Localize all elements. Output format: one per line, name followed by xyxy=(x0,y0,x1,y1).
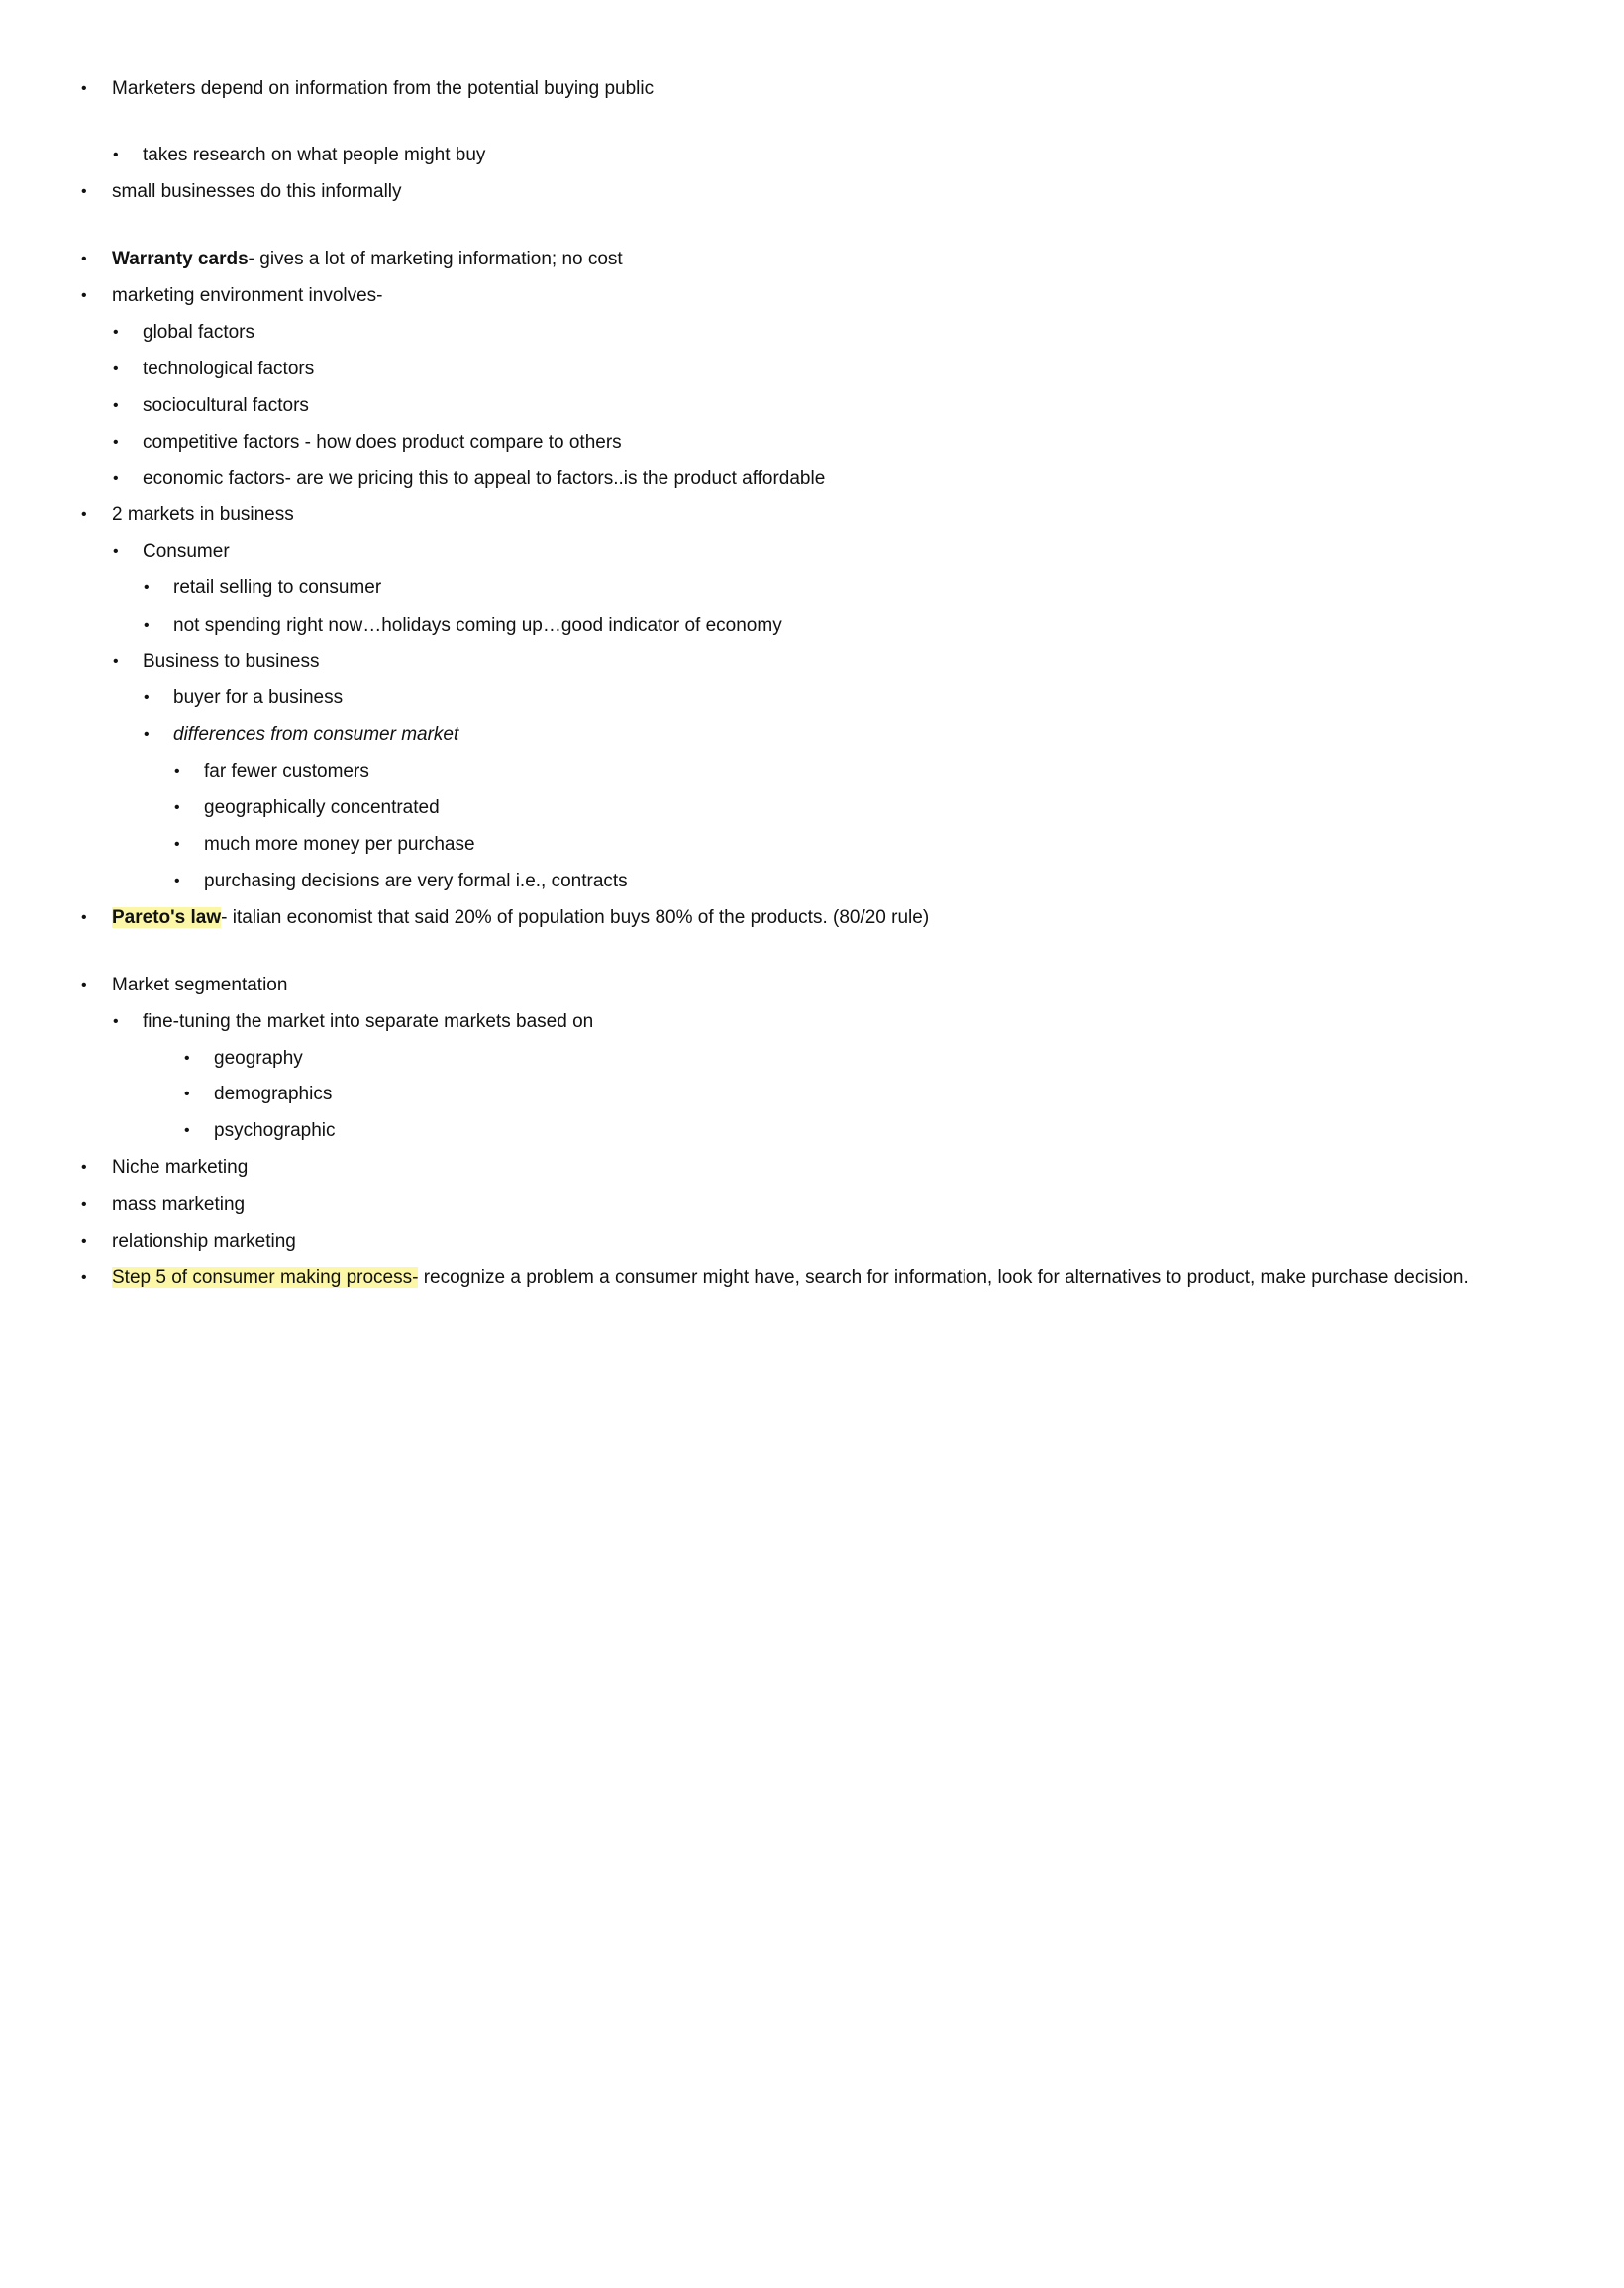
list-item-text: sociocultural factors xyxy=(143,395,309,416)
bullet: • xyxy=(81,80,87,97)
list-item-text: demographics xyxy=(214,1084,333,1104)
list-item-text: Consumer xyxy=(143,541,230,562)
list-item-text: not spending right now…holidays coming up…good indicator of economy xyxy=(173,615,782,636)
list-item-text: Market segmentation xyxy=(112,975,288,995)
list-item-text xyxy=(112,248,623,271)
list-item-text xyxy=(112,906,929,930)
bullet: • xyxy=(113,324,119,341)
bullet: • xyxy=(174,873,180,889)
bullet: • xyxy=(174,763,180,780)
bullet: • xyxy=(174,799,180,816)
bullet: • xyxy=(81,251,87,267)
list-item-text: fine-tuning the market into separate markets based on xyxy=(143,1011,594,1032)
term-step-5: Step 5 of consumer making process- xyxy=(112,1267,419,1288)
list-item-text: Business to business xyxy=(143,651,320,672)
list-item-text: takes research on what people might buy xyxy=(143,145,486,165)
bullet: • xyxy=(144,579,150,596)
bullet: • xyxy=(113,361,119,377)
list-item-text: small businesses do this informally xyxy=(112,181,402,202)
bullet: • xyxy=(81,977,87,993)
bullet: • xyxy=(113,543,119,560)
bullet: • xyxy=(81,1233,87,1250)
list-item-text: mass marketing xyxy=(112,1195,246,1215)
list-item-text: much more money per purchase xyxy=(204,834,475,855)
bullet: • xyxy=(113,470,119,487)
bullet: • xyxy=(144,689,150,706)
list-item-text: technological factors xyxy=(143,359,315,379)
bullet: • xyxy=(113,1013,119,1030)
list-item-text: marketing environment involves- xyxy=(112,285,383,306)
bullet: • xyxy=(81,1196,87,1213)
list-item-text: differences from consumer market xyxy=(173,724,459,745)
term-warranty-cards: Warranty cards- xyxy=(112,249,254,269)
bullet: • xyxy=(81,287,87,304)
bullet: • xyxy=(113,397,119,414)
bullet: • xyxy=(113,147,119,163)
bullet: • xyxy=(144,726,150,743)
bullet: • xyxy=(81,183,87,200)
bullet: • xyxy=(113,653,119,670)
bullet: • xyxy=(184,1122,190,1139)
list-item-text: economic factors- are we pricing this to appeal to factors..is the product affordable xyxy=(143,468,826,489)
list-item-text: geographically concentrated xyxy=(204,797,440,818)
bullet: • xyxy=(81,506,87,523)
list-item-text: purchasing decisions are very formal i.e., contracts xyxy=(204,871,628,891)
term-description: - italian economist that said 20% of population buys 80% of the products. (80/20 rule) xyxy=(221,907,930,928)
list-item-text xyxy=(112,1263,1538,1293)
list-item-text: Marketers depend on information from the potential buying public xyxy=(112,78,655,99)
list-item-text: Niche marketing xyxy=(112,1157,249,1178)
term-paretos-law: Pareto's law xyxy=(112,907,222,928)
list-item-text: psychographic xyxy=(214,1120,336,1141)
list-item-text: competitive factors - how does product compare to others xyxy=(143,432,622,453)
list-item-text: global factors xyxy=(143,322,255,343)
bullet: • xyxy=(144,617,150,634)
bullet: • xyxy=(184,1086,190,1102)
list-item-text: 2 markets in business xyxy=(112,504,294,525)
term-description: recognize a problem a consumer might have, search for information, look for alternatives to product, make purchase decision. xyxy=(418,1267,1469,1288)
list-item-text: retail selling to consumer xyxy=(173,577,382,598)
term-description: gives a lot of marketing information; no cost xyxy=(254,249,623,269)
list-item-text: geography xyxy=(214,1048,303,1069)
bullet: • xyxy=(113,434,119,451)
bullet: • xyxy=(81,1159,87,1176)
list-item-text: far fewer customers xyxy=(204,761,369,781)
bullet: • xyxy=(174,836,180,853)
bullet: • xyxy=(184,1050,190,1067)
bullet: • xyxy=(81,1269,87,1286)
bullet: • xyxy=(81,909,87,926)
list-item-text: buyer for a business xyxy=(173,687,344,708)
list-item-text: relationship marketing xyxy=(112,1231,296,1252)
